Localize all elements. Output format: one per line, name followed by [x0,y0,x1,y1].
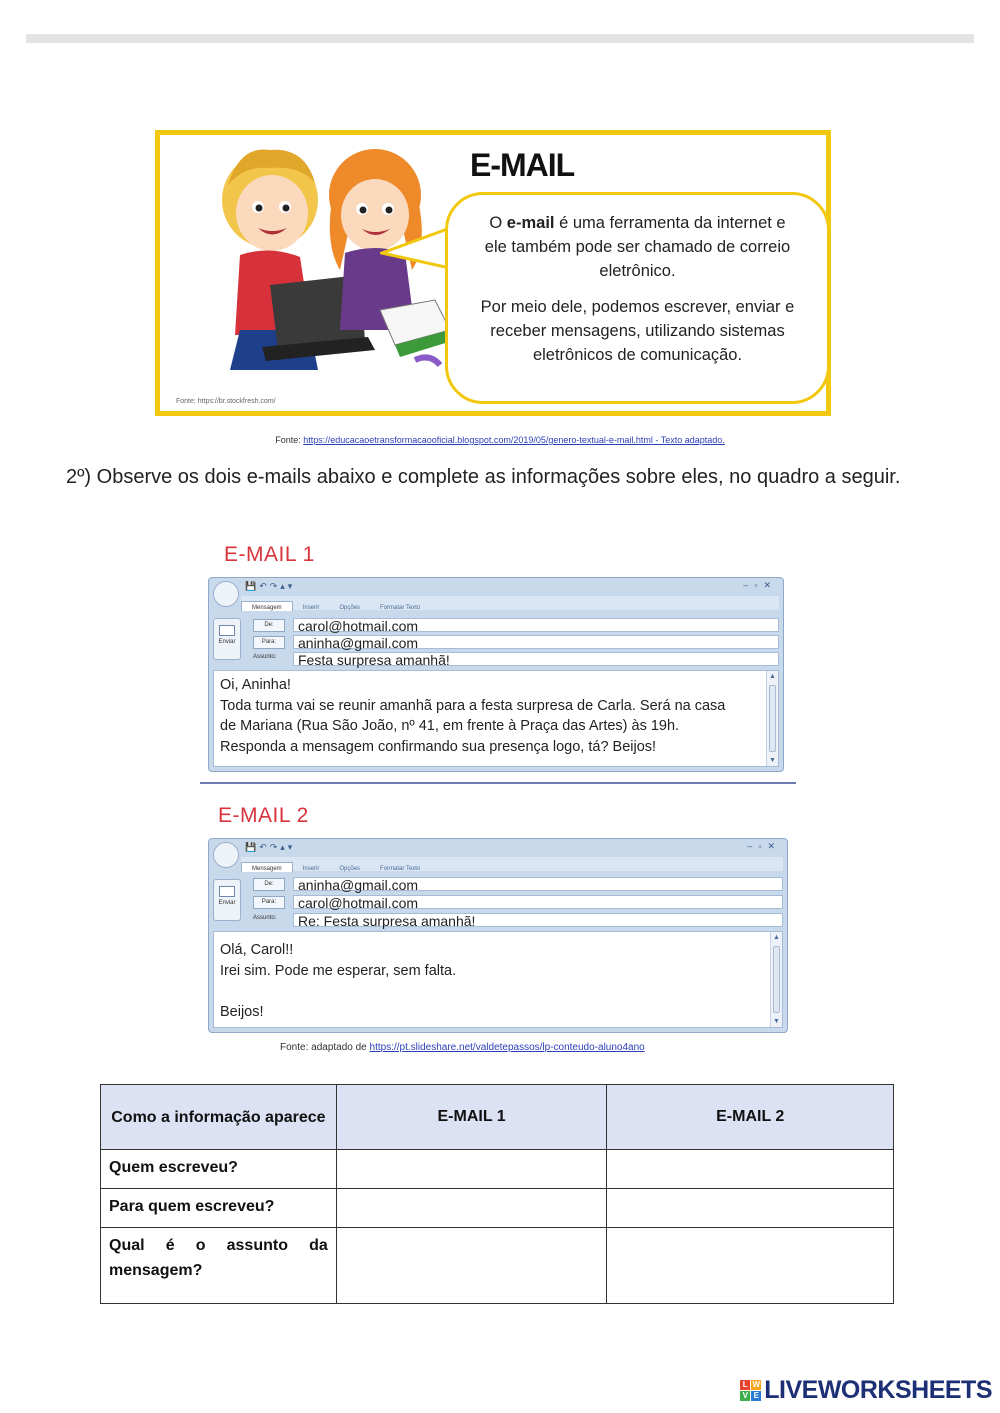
quick-access-toolbar[interactable]: 💾↶↷▴▾ [245,581,296,591]
office-orb-icon[interactable] [213,842,239,868]
from-row [245,618,779,633]
source-note-1: Fonte: https://educacaoetransformacaooficial.blogspot.com/2019/05/genero-textual-e-mail.html - Texto adaptado. [275,435,725,445]
answer-email1-subject[interactable] [337,1228,607,1252]
header-info: Como a informação aparece [101,1085,337,1150]
answer-cell [607,1150,894,1189]
email1-body-text: Oi, Aninha! Toda turma vai se reunir amanhã para a festa surpresa de Carla. Será na casa de Mariana (Rua São João, nº 41, em frente à Praça das Artes) às 19h. Responda a mensagem confirmando sua presença logo, tá? Beijos! [220,677,726,755]
badge-letter: L [740,1380,750,1390]
from-button[interactable]: De: [253,878,285,891]
ribbon-tabs [241,857,783,871]
liveworksheets-wordmark: LIVEWORKSHEETS [764,1376,992,1404]
email-divider [200,782,796,784]
subject-row [245,913,783,928]
tab-opcoes[interactable]: Opções [339,605,361,611]
speech-bubble-tail [380,223,450,273]
header-email2: E-MAIL 2 [607,1085,894,1150]
row-question-sender: Quem escreveu? [101,1150,337,1189]
subject-field[interactable]: Re: Festa surpresa amanhã! [293,913,783,927]
tab-mensagem[interactable]: Mensagem [241,862,293,872]
answer-email2-subject[interactable] [607,1228,893,1252]
table-row [101,1228,894,1304]
source-note-2: Fonte: adaptado de https://pt.slideshare.net/valdetepassos/lp-conteudo-aluno4ano [280,1042,645,1053]
tab-formatar[interactable]: Formatar Texto [380,605,421,611]
answer-cell [336,1189,607,1228]
subject-label: Assunto: [253,915,277,921]
send-button[interactable]: Enviar [213,879,241,921]
source-link-2[interactable]: https://pt.slideshare.net/valdetepassos/lp-conteudo-aluno4ano [369,1042,645,1053]
email-term: e-mail [506,214,555,232]
definition-paragraph: O e-mail é uma ferramenta da internet e ele também pode ser chamado de correio eletrônico. [484,214,791,280]
source-link-1[interactable]: https://educacaoetransformacaooficial.blogspot.com/2019/05/genero-textual-e-mail.html - Texto adaptado. [303,435,725,445]
badge-letter: V [740,1391,750,1401]
speech-bubble [445,192,830,404]
office-orb-icon[interactable] [213,581,239,607]
answer-cell [607,1189,894,1228]
window-controls[interactable]: –▫✕ [743,580,777,590]
email1-window [208,577,784,772]
ribbon-tabs [241,596,779,610]
subject-field[interactable]: Festa surpresa amanhã! [293,652,779,666]
answer-email1-sender[interactable] [337,1150,607,1174]
email1-body[interactable] [213,670,779,767]
to-row [245,895,783,910]
tab-inserir[interactable]: Inserir [302,866,320,872]
from-row [245,877,783,892]
table-row [101,1150,894,1189]
answer-email2-sender[interactable] [607,1150,893,1174]
subject-label: Assunto: [253,654,277,660]
from-field[interactable]: aninha@gmail.com [293,877,783,891]
answer-table [100,1084,894,1304]
answer-email1-recipient[interactable] [337,1189,607,1213]
to-field[interactable]: aninha@gmail.com [293,635,779,649]
email1-label: E-MAIL 1 [224,543,315,566]
question-text: 2º) Observe os dois e-mails abaixo e complete as informações sobre eles, no quadro a seguir. [66,466,901,488]
badge-letter: E [751,1391,761,1401]
tab-formatar[interactable]: Formatar Texto [380,866,421,872]
intro-title: E-MAIL [470,147,575,183]
to-field[interactable]: carol@hotmail.com [293,895,783,909]
top-divider [26,34,974,43]
subject-row [245,652,779,667]
email2-label: E-MAIL 2 [218,804,309,827]
table-row [101,1189,894,1228]
tab-opcoes[interactable]: Opções [339,866,361,872]
send-envelope-icon [219,625,235,636]
image-credit: Fonte: https://br.stockfresh.com/ [176,398,276,405]
tab-inserir[interactable]: Inserir [302,605,320,611]
row-question-recipient: Para quem escreveu? [101,1189,337,1228]
email2-window [208,838,788,1033]
tab-mensagem[interactable]: Mensagem [241,601,293,611]
row-question-subject: Qual é o assunto da mensagem? [101,1228,337,1304]
from-field[interactable]: carol@hotmail.com [293,618,779,632]
quick-access-toolbar[interactable]: 💾↶↷▴▾ [245,842,296,852]
email1-scrollbar[interactable]: ▲ ▼ [766,671,778,766]
to-button[interactable]: Para: [253,636,285,649]
email2-body-text: Olá, Carol!! Irei sim. Pode me esperar, sem falta. Beijos! [220,942,457,1020]
badge-letter: W [752,1380,761,1389]
from-button[interactable]: De: [253,619,285,632]
intro-box [155,130,831,416]
window-controls[interactable]: –▫✕ [747,841,781,851]
email2-body[interactable] [213,931,783,1028]
answer-cell [336,1228,607,1304]
send-button[interactable]: Enviar [213,618,241,660]
table-header-row [101,1085,894,1150]
answer-cell [336,1150,607,1189]
answer-cell [607,1228,894,1304]
to-button[interactable]: Para: [253,896,285,909]
to-row [245,635,779,650]
usage-paragraph: Por meio dele, podemos escrever, enviar e receber mensagens, utilizando sistemas eletrônicos de comunicação. [480,298,795,364]
send-envelope-icon [219,886,235,897]
liveworksheets-logo[interactable] [740,1376,992,1405]
answer-email2-recipient[interactable] [607,1189,893,1213]
email2-scrollbar[interactable]: ▲ ▼ [770,932,782,1027]
liveworksheets-badge-icon [740,1380,761,1401]
header-email1: E-MAIL 1 [336,1085,607,1150]
